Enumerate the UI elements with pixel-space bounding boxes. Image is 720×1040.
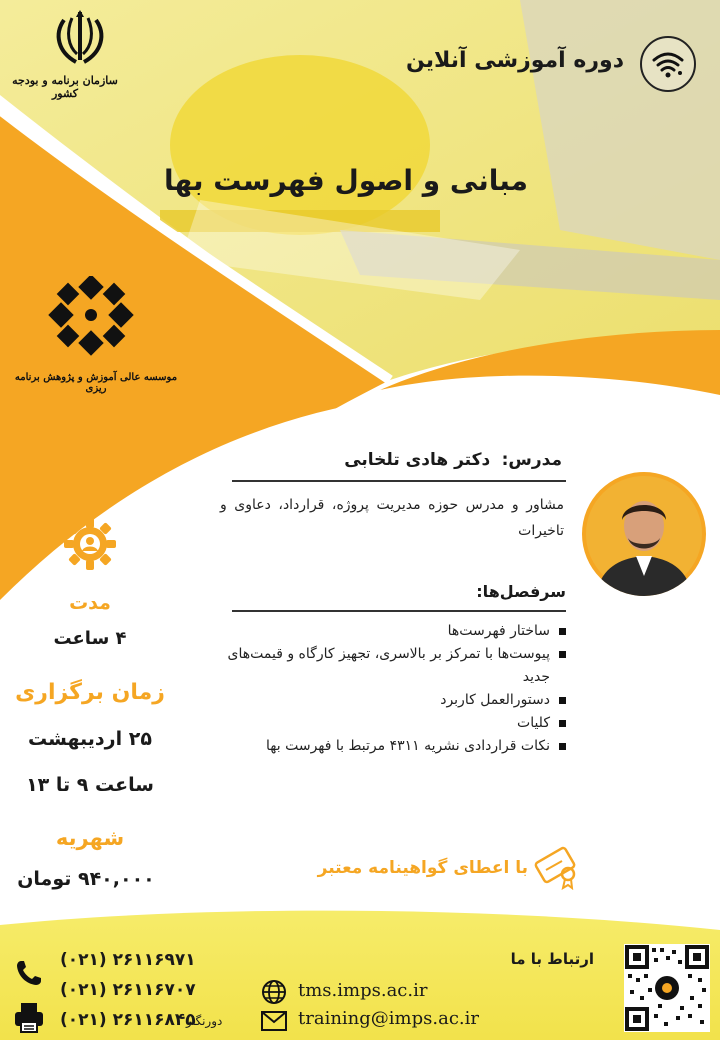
instructor-photo (582, 472, 706, 596)
wifi-icon (640, 36, 696, 92)
email-icon (260, 1010, 288, 1032)
phone-2[interactable]: (۰۲۱) ۲۶۱۱۶۷۰۷ (60, 980, 196, 1000)
instructor-line (344, 450, 562, 470)
email-link[interactable]: training@imps.ac.ir (298, 1008, 479, 1029)
emblem-org-name: سازمان برنامه و بودجه کشور (12, 74, 118, 100)
list-item: پیوست‌ها با تمرکز بر بالاسری، تجهیز کارگاه و قیمت‌های جدید (216, 643, 568, 689)
qr-code[interactable] (624, 944, 710, 1032)
date-value: ۲۵ اردیبهشت (28, 728, 152, 750)
website-link[interactable]: tms.imps.ac.ir (298, 980, 428, 1001)
list-item: دستورالعمل کاربرد (216, 689, 568, 712)
fee-label: شهریه (55, 826, 125, 850)
course-title: مبانی و اصول فهرست بها (164, 164, 528, 197)
gear-icon (62, 516, 118, 572)
institute-name: موسسه عالی آموزش و پژوهش برنامه ریزی (14, 372, 178, 394)
instructor-label: مدرس: (501, 450, 562, 470)
instructor-name: دکتر هادی تلخابی (344, 450, 491, 470)
contact-heading: ارتباط با ما (510, 950, 594, 968)
phone-1[interactable]: (۰۲۱) ۲۶۱۱۶۹۷۱ (60, 950, 196, 970)
duration-value: ۴ ساعت (53, 628, 127, 649)
globe-icon (260, 978, 288, 1006)
instructor-bio: مشاور و مدرس حوزه مدیریت پروژه، قرارداد، دعاوی و تاخیرات (220, 497, 564, 539)
fee-value: ۹۴۰,۰۰۰ تومان (17, 868, 155, 890)
institute-logo-icon (46, 276, 136, 356)
list-item: نکات قراردادی نشریه ۴۳۱۱ مرتبط با فهرست بها (216, 735, 568, 758)
course-kicker: دوره آموزشی آنلاین (405, 48, 624, 73)
schedule-label: زمان برگزاری (15, 680, 165, 705)
fax-number[interactable]: (۰۲۱) ۲۶۱۱۶۸۴۵ (60, 1010, 196, 1030)
phone-icon (14, 958, 44, 988)
duration-label: مدت (69, 592, 111, 614)
emblem-icon (50, 8, 110, 68)
fax-label: دورنگار (186, 1014, 223, 1028)
certificate-text: با اعطای گواهینامه معتبر (317, 858, 528, 878)
syllabus-heading: سرفصل‌ها: (476, 582, 566, 601)
fax-icon (12, 1000, 46, 1034)
list-item: کلیات (216, 712, 568, 735)
government-emblem (12, 8, 136, 108)
certificate-icon (530, 840, 582, 890)
list-item: ساختار فهرست‌ها (216, 620, 568, 643)
time-value: ساعت ۹ تا ۱۳ (26, 774, 154, 796)
instructor-divider (232, 480, 566, 482)
syllabus-list (216, 620, 568, 758)
syllabus-divider (232, 610, 566, 612)
institute-logo (46, 276, 136, 356)
